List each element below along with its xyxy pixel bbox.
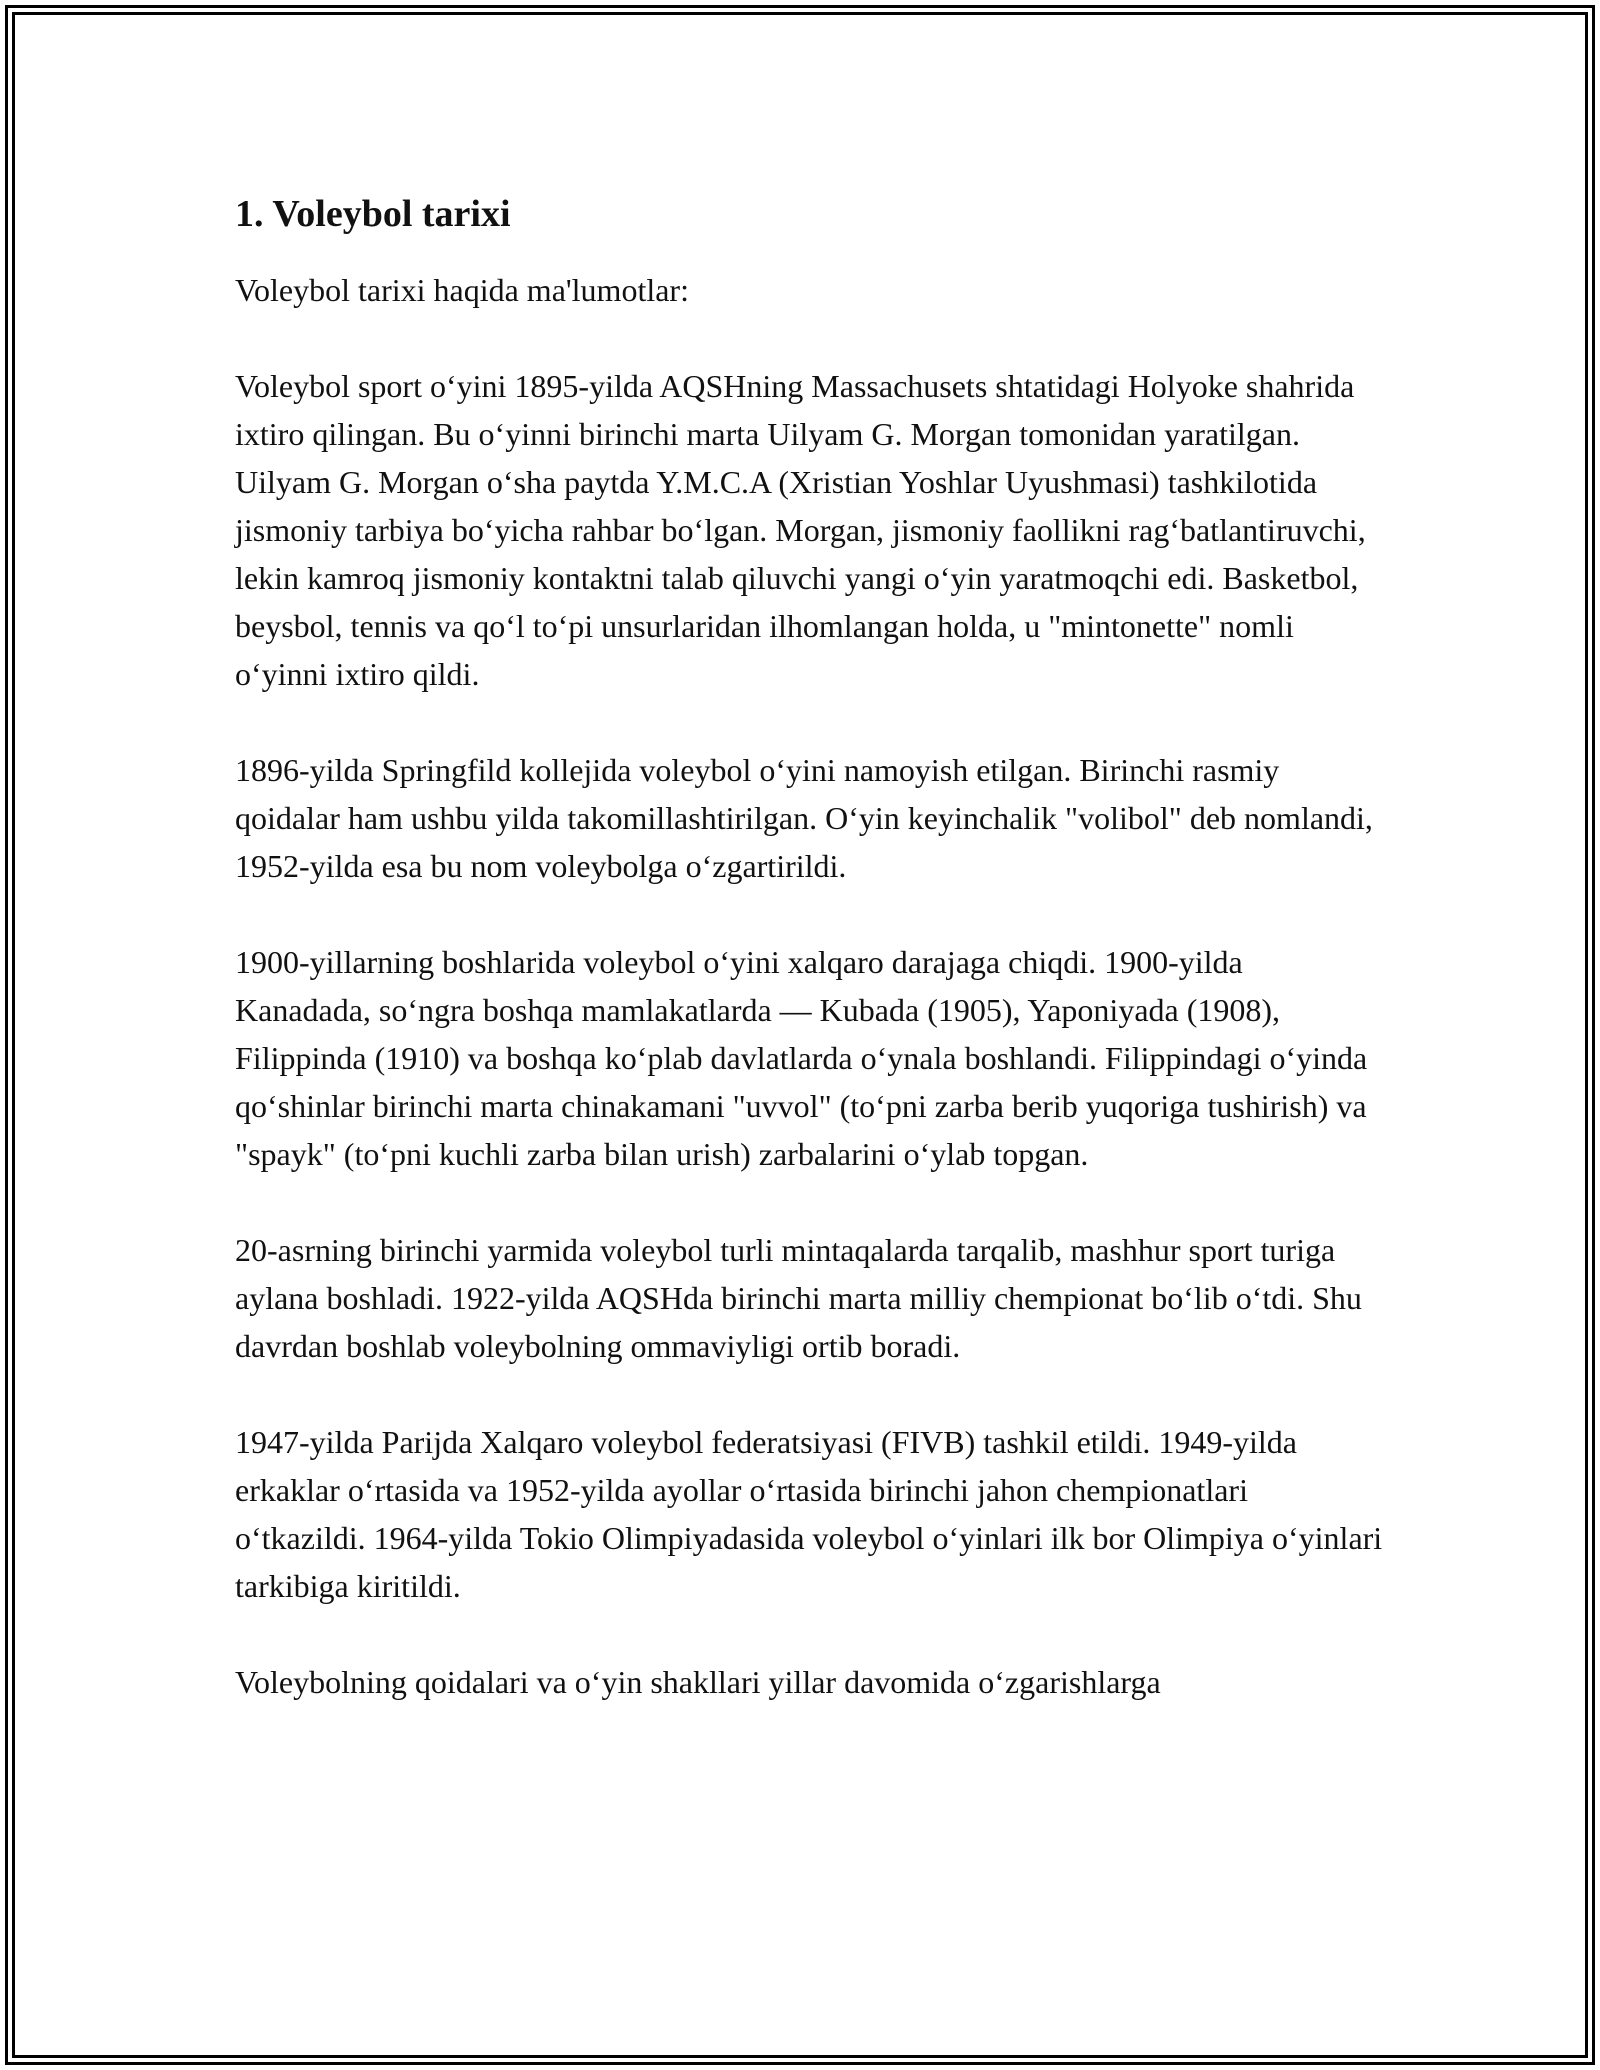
intro-text: Voleybol tarixi haqida ma'lumotlar: [235, 272, 689, 308]
paragraph-20th-century: 20-asrning birinchi yarmida voleybol turli mintaqalarda tarqalib, mashhur sport turiga aylana boshladi. 1922-yilda AQSHda birinchi marta milliy chempionat bo‘lib o‘tdi. Shu davrdan boshlab voleybolning ommaviyligi ortib boradi. [235, 1232, 1362, 1364]
paragraph-fivb: 1947-yilda Parijda Xalqaro voleybol federatsiyasi (FIVB) tashkil etildi. 1949-yilda erkaklar o‘rtasida va 1952-yilda ayollar o‘rtasida birinchi jahon chempionatlari o‘tkazildi. 1964-yilda Tokio Olimpiyadasida voleybol o‘yinlari ilk bor Olimpiya o‘yinlari tarkibiga kiritildi. [235, 1424, 1383, 1604]
paragraph-origin: Voleybol sport o‘yini 1895-yilda AQSHning Massachusets shtatidagi Holyoke shahrida ixtiro qilingan. Bu o‘yinni birinchi marta Uilyam G. Morgan tomonidan yaratilgan. Uilyam G. Morgan o‘sha paytda Y.M.C.A (Xristian Yoshlar Uyushmasi) tashkilotida jismoniy tarbiya bo‘yicha rahbar bo‘lgan. Morgan, jismoniy faollikni rag‘batlantiruvchi, lekin kamroq jismoniy kontaktni talab qiluvchi yangi o‘yin yaratmoqchi edi. Basketbol, beysbol, tennis va qo‘l to‘pi unsurlaridan ilhomlangan holda, u "mintonette" nomli o‘yinni ixtiro qildi. [235, 368, 1366, 692]
section-title: 1. Voleybol tarixi [235, 193, 511, 235]
document-body [235, 186, 1385, 1754]
paragraph-rules: Voleybolning qoidalari va o‘yin shakllari yillar davomida o‘zgarishlarga [235, 1664, 1161, 1700]
paragraph-springfield: 1896-yilda Springfild kollejida voleybol o‘yini namoyish etilgan. Birinchi rasmiy qoidalar ham ushbu yilda takomillashtirilgan. O‘yin keyinchalik "volibol" deb nomlandi, 1952-yilda esa bu nom voleybolga o‘zgartirildi. [235, 752, 1373, 884]
paragraph-international: 1900-yillarning boshlarida voleybol o‘yini xalqaro darajaga chiqdi. 1900-yilda Kanadada, so‘ngra boshqa mamlakatlarda — Kubada (1905), Yaponiyada (1908), Filippinda (1910) va boshqa ko‘plab davlatlarda o‘ynala boshlandi. Filippindagi o‘yinda qo‘shinlar birinchi marta chinakamani "uvvol" (to‘pni zarba berib yuqoriga tushirish) va "spayk" (to‘pni kuchli zarba bilan urish) zarbalarini o‘ylab topgan. [235, 944, 1368, 1172]
